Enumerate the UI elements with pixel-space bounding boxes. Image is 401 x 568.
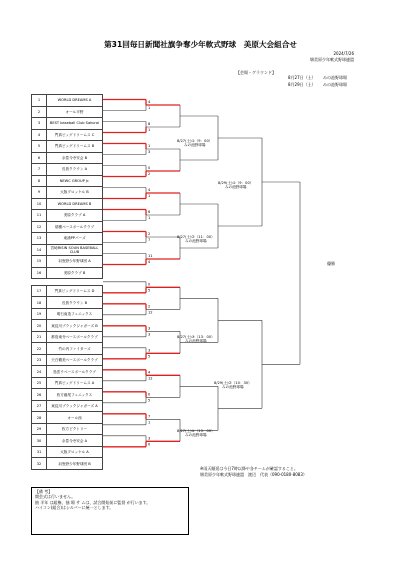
- team-number: 28: [32, 412, 47, 424]
- schedule-venue-1: みの池野球場: [323, 75, 347, 80]
- score-text: 7: [148, 238, 151, 242]
- match-label-sf1-venue: みの池野球場: [224, 185, 247, 190]
- match-label-sf1: [218, 181, 253, 190]
- score-text: 3: [148, 150, 151, 154]
- team-name: 羽曳野少年野球団 B: [47, 458, 103, 470]
- team-number: 27: [32, 400, 47, 412]
- match-label-qf2-time: 8/27(土)②（11：00）: [177, 235, 215, 239]
- schedule-date-2: 8月29日（土）: [288, 82, 316, 87]
- score-text: 2: [148, 304, 151, 309]
- team-name: 余豊今寺安会 A: [47, 435, 103, 447]
- team-name: 大阪プロッケル B: [47, 187, 103, 199]
- score-text: 1: [148, 216, 151, 220]
- team-name: 竹の内ファイターズ: [47, 343, 103, 355]
- team-name: BEST baseball Club Sakurai: [47, 118, 103, 130]
- team-number: 7: [32, 164, 47, 176]
- remarks-line-1: 開会式は行いません。: [35, 494, 76, 500]
- rain-note-line-2: 堺美原少年軟式野球連盟 渡辺 代表（090-0180-8083）: [200, 471, 307, 477]
- score-text: 4: [148, 188, 151, 192]
- score-text: 2: [148, 172, 151, 176]
- match-label-qf1: [177, 139, 212, 148]
- score-text: 0: [148, 166, 151, 170]
- team-number: 2: [32, 106, 47, 118]
- match-label-qf3: [177, 335, 215, 344]
- match-label-qf2-venue: みの池野球場: [185, 239, 207, 244]
- score-text: 3: [148, 436, 151, 441]
- team-name: 島雲ウベースボールクラブ: [47, 366, 103, 378]
- team-number: 17: [32, 285, 47, 297]
- team-name: 長曽クラウン A: [47, 164, 103, 176]
- score-text: 5: [148, 398, 151, 403]
- team-number: 8: [32, 175, 47, 187]
- match-label-qf4-time: 8/27(土)④（15：00）: [177, 429, 215, 433]
- match-label-qf4: [177, 429, 215, 438]
- match-label-sf2-time: 8/29(土)②（10：30）: [214, 381, 252, 385]
- team-name: オール平野: [47, 106, 103, 118]
- champion-label: 優勝: [327, 261, 335, 266]
- team-name: WORLD DREAMS A: [47, 95, 103, 107]
- team-number: 3: [32, 118, 47, 130]
- match-label-qf2: [177, 235, 215, 244]
- rain-note: [200, 466, 307, 477]
- match-label-sf2-venue: みの池野球場: [222, 385, 244, 390]
- match-label-qf1-time: 8/27(土)①（9：00）: [177, 139, 213, 143]
- score-text: 1: [148, 128, 151, 132]
- team-name: WORLD DREAMS B: [47, 198, 103, 210]
- team-name: 大阪プロッケル A: [47, 446, 103, 458]
- team-name: 東淀川ブラックジャガーズ B: [47, 320, 103, 332]
- team-number: 11: [32, 210, 47, 222]
- team-name: 枚方藤尾フェニックス: [47, 389, 103, 401]
- team-number: 18: [32, 297, 47, 309]
- match-label-qf1-venue: みの池野球場: [183, 143, 206, 148]
- score-text: 3: [148, 332, 151, 337]
- score-text: 1: [148, 420, 151, 425]
- team-name: 天白鶴美ベースボールクラブ: [47, 354, 103, 366]
- team-number: 12: [32, 221, 47, 233]
- team-name: 門真ビッグドリームス A: [47, 377, 103, 389]
- team-name: 宮崎RISIN SOUN BASEBALL CLUB: [47, 244, 103, 256]
- score-text: 1: [148, 194, 151, 198]
- score-text: 1: [148, 106, 151, 110]
- team-name: 長曽クラウン B: [47, 297, 103, 309]
- score-text: 12: [148, 310, 153, 315]
- remarks-line-3: ハイコン(組合)はシルバーに統一とします。: [35, 505, 114, 511]
- score-text: 6: [148, 210, 151, 214]
- rain-note-line-1: ※雨天順延は今日7時以降や各チームが確認すること。: [200, 466, 298, 471]
- team-number: 5: [32, 141, 47, 153]
- match-label-sf2: [214, 381, 252, 390]
- team-name: 美原クラブ B: [47, 267, 103, 279]
- score-text: 3: [148, 348, 151, 353]
- team-number: 32: [32, 458, 47, 470]
- score-text: 4: [148, 260, 151, 264]
- organizer: 堺美原少年軟式野球連盟: [310, 57, 354, 62]
- remarks-title: 【備 考】: [35, 489, 53, 494]
- match-label-qf4-venue: みの池野球場: [185, 433, 207, 438]
- document-date: 2024/7/26: [333, 51, 354, 56]
- score-text: 4: [148, 100, 151, 104]
- team-name: 美原クラブ A: [47, 210, 103, 222]
- team-number: 6: [32, 152, 47, 164]
- team-number: 24: [32, 366, 47, 378]
- team-name: 枚方ピクトリー: [47, 423, 103, 435]
- score-text: 12: [148, 376, 153, 381]
- team-number: 16: [32, 267, 47, 279]
- team-number: 21: [32, 331, 47, 343]
- score-text: 4: [148, 370, 151, 375]
- team-number: 1: [32, 95, 47, 107]
- score-text: 0: [148, 442, 151, 447]
- team-name: NEWC GROUP Jr.: [47, 175, 103, 187]
- team-number: 19: [32, 308, 47, 320]
- team-number: 13: [32, 233, 47, 245]
- remarks-line-2: 抽 半年 は組権、抽 場 サ ムは、試合開始前に監督 が行います。: [35, 499, 151, 505]
- remarks-box: [31, 487, 189, 535]
- team-name: 瑞穂ベースボールクラブ: [47, 221, 103, 233]
- schedule-venue-2: みの池野球場: [323, 82, 347, 87]
- team-name: 余豊今寺安会 B: [47, 152, 103, 164]
- team-number: 20: [32, 320, 47, 332]
- team-number: 31: [32, 446, 47, 458]
- venue-label: 【会場・グラウンド】: [236, 70, 276, 75]
- team-number: 29: [32, 423, 47, 435]
- team-name: 東浦PPパーズ: [47, 233, 103, 245]
- team-number: 10: [32, 198, 47, 210]
- match-label-qf3-time: 8/27(土)③（13：00）: [177, 335, 215, 339]
- score-text: 11: [148, 254, 153, 258]
- match-label-sf1-time: 8/29(土)①（9：00）: [218, 181, 254, 185]
- score-text: 0: [148, 392, 151, 397]
- team-number: 9: [32, 187, 47, 199]
- document-title: 第31回毎日新聞社旗争奪少年軟式野球 美原大会組合せ: [104, 40, 297, 49]
- score-text: 1: [148, 144, 151, 148]
- team-name: オール西: [47, 412, 103, 424]
- team-number: 23: [32, 354, 47, 366]
- score-text: 5: [148, 354, 151, 359]
- score-text: 8: [148, 122, 151, 126]
- score-text: 2: [148, 232, 151, 236]
- score-text: 5: [148, 288, 151, 293]
- team-name: 都島東寺ベースボールクラブ: [47, 331, 103, 343]
- score-text: 3: [148, 326, 151, 331]
- team-number: 22: [32, 343, 47, 355]
- team-name: 門真ビッグドリームス D: [47, 285, 103, 297]
- team-name: 明石南造フェニックス: [47, 308, 103, 320]
- team-name: 門真ビッグドリームス B: [47, 141, 103, 153]
- team-name: 羽曳野少年野球団 A: [47, 256, 103, 268]
- team-name: 東淀川ブラックジャガーズ A: [47, 400, 103, 412]
- team-name: 門真ビッグドリームス C: [47, 129, 103, 141]
- score-text: 0: [148, 282, 151, 287]
- team-number: 15: [32, 256, 47, 268]
- score-text: 7: [148, 414, 151, 419]
- team-number: 4: [32, 129, 47, 141]
- match-label-qf3-venue: みの池野球場: [185, 339, 207, 344]
- team-number: 25: [32, 377, 47, 389]
- team-number: 26: [32, 389, 47, 401]
- team-number: 14: [32, 244, 47, 256]
- schedule-date-1: 8月27日（土）: [288, 75, 316, 80]
- team-number: 30: [32, 435, 47, 447]
